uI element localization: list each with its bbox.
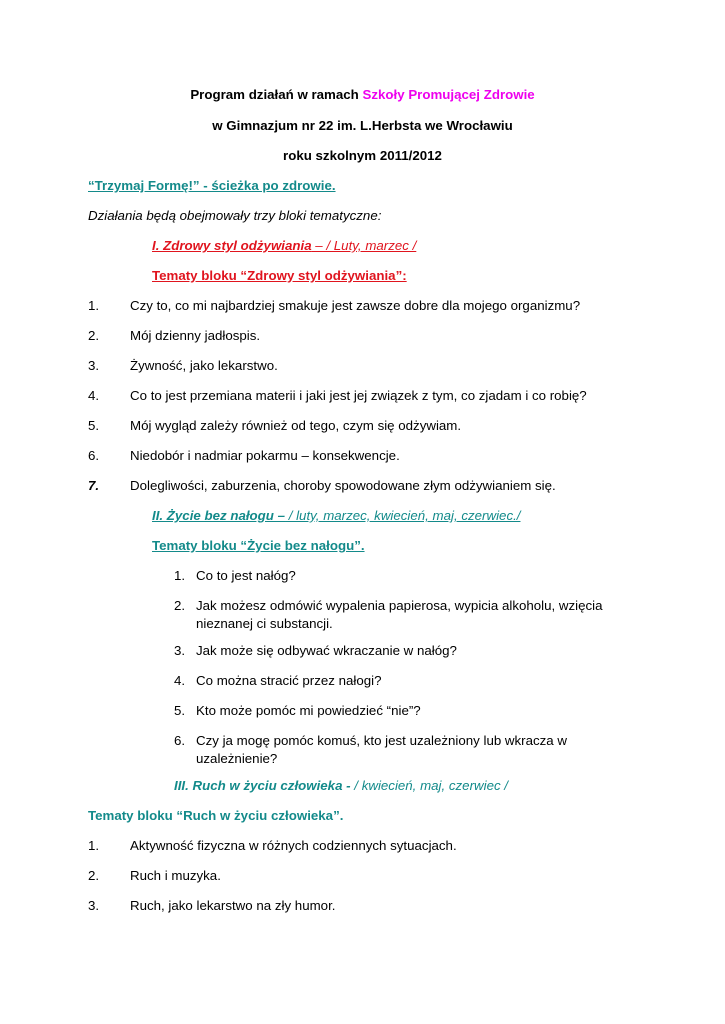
title-line-3: roku szkolnym 2011/2012: [283, 148, 442, 163]
block3-heading: [174, 777, 508, 794]
title-prefix: Program działań w ramach: [190, 87, 363, 102]
block3-heading-months: / kwiecień, maj, czerwiec /: [350, 778, 508, 793]
list-item-number: 5.: [88, 418, 100, 433]
list-item-number: 3.: [88, 358, 100, 373]
list-item-number: 3.: [88, 898, 100, 913]
list-item: Aktywność fizyczna w różnych codziennych sytuacjach.: [130, 838, 457, 853]
list-item: Jak możesz odmówić wypalenia papierosa, wypicia alkoholu, wzięcia: [196, 598, 603, 613]
list-item-number: 2.: [88, 328, 100, 343]
list-item: Niedobór i nadmiar pokarmu – konsekwencje.: [130, 448, 400, 463]
title-line-1: [0, 86, 725, 103]
list-item: Mój dzienny jadłospis.: [130, 328, 261, 343]
list-item-number: 4.: [174, 673, 186, 688]
list-item-number: 1.: [88, 838, 100, 853]
list-item-number: 3.: [174, 643, 186, 658]
block1-heading: [152, 237, 416, 254]
list-item: Mój wygląd zależy również od tego, czym się odżywiam.: [130, 418, 462, 433]
list-item-number: 6.: [88, 448, 100, 463]
title-line-2: w Gimnazjum nr 22 im. L.Herbsta we Wrocławiu: [212, 118, 513, 133]
path-title: “Trzymaj Formę!” - ścieżka po zdrowie.: [88, 178, 336, 193]
list-item: Kto może pomóc mi powiedzieć “nie”?: [196, 703, 421, 718]
list-item: Dolegliwości, zaburzenia, choroby spowodowane złym odżywianiem się.: [130, 478, 556, 493]
block3-heading-label: III. Ruch w życiu człowieka -: [174, 778, 351, 793]
list-item: Czy to, co mi najbardziej smakuje jest zawsze dobre dla mojego organizmu?: [130, 298, 581, 313]
block1-heading-label: I. Zdrowy styl odżywiania: [152, 238, 312, 253]
list-item: Co to jest przemiana materii i jaki jest jej związek z tym, co zjadam i co robię?: [130, 388, 587, 403]
list-item: Żywność, jako lekarstwo.: [130, 358, 278, 373]
list-item-number: 1.: [174, 568, 186, 583]
list-item-number: 2.: [88, 868, 100, 883]
list-item-number: 5.: [174, 703, 186, 718]
list-item-number: 2.: [174, 598, 186, 613]
list-item-number: 6.: [174, 733, 186, 748]
list-item: Czy ja mogę pomóc komuś, kto jest uzależniony lub wkracza w: [196, 733, 567, 748]
list-item: Co można stracić przez nałogi?: [196, 673, 382, 688]
list-item-continuation: nieznanej ci substancji.: [196, 616, 333, 631]
list-item-number: 4.: [88, 388, 100, 403]
list-item-number: 1.: [88, 298, 100, 313]
block2-topics-heading: Tematy bloku “Życie bez nałogu”.: [152, 538, 365, 553]
list-item: Co to jest nałóg?: [196, 568, 296, 583]
block3-topics-heading: Tematy bloku “Ruch w życiu człowieka”.: [88, 808, 344, 823]
block1-topics-heading: Tematy bloku “Zdrowy styl odżywiania”:: [152, 268, 407, 283]
list-item: Jak może się odbywać wkraczanie w nałóg?: [196, 643, 457, 658]
block2-heading-label: II. Życie bez nałogu –: [152, 508, 286, 523]
list-item-continuation: uzależnienie?: [196, 751, 278, 766]
list-item-number: 7.: [88, 478, 100, 493]
intro-text: Działania będą obejmowały trzy bloki tematyczne:: [88, 208, 382, 223]
block1-heading-months: – / Luty, marzec /: [311, 238, 417, 253]
title-highlight: Szkoły Promującej Zdrowie: [362, 87, 535, 102]
list-item: Ruch, jako lekarstwo na zły humor.: [130, 898, 336, 913]
block2-heading: [152, 507, 520, 524]
list-item: Ruch i muzyka.: [130, 868, 221, 883]
block2-heading-months: / luty, marzec, kwiecień, maj, czerwiec./: [285, 508, 521, 523]
